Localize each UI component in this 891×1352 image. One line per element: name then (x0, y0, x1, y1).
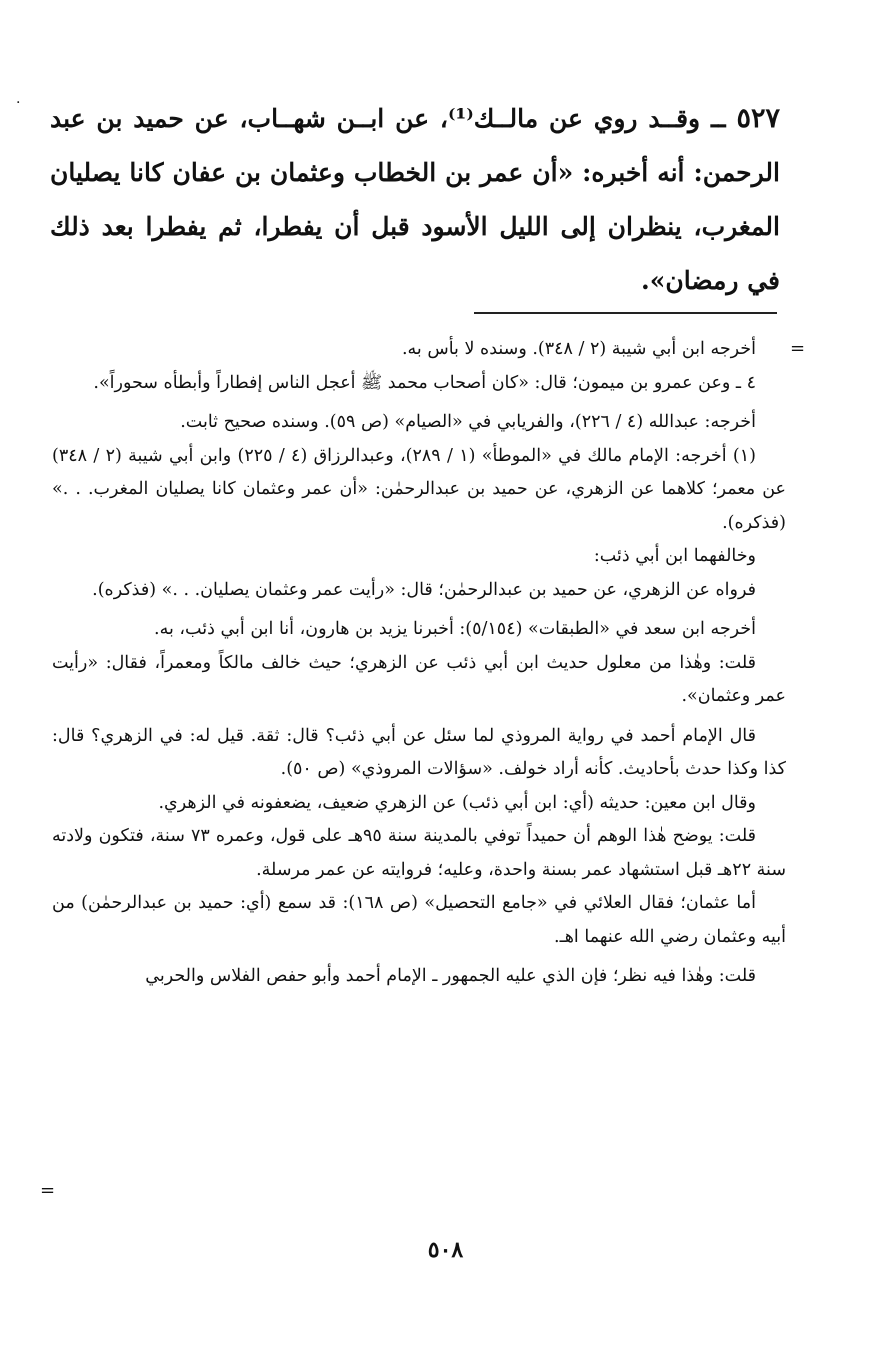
footnote-line: قلت: وهٰذا فيه نظر؛ فإن الذي عليه الجمهور ـ الإمام أحمد وأبو حفص الفلاس والحربي (145, 966, 756, 986)
footnote-line: أخرجه ابن سعد في «الطبقات» (٥/١٥٤): أخبرنا يزيد بن هارون، أنا ابن أبي ذئب، به. (154, 619, 756, 639)
margin-dot: . (16, 91, 21, 107)
footnote-separator (474, 312, 777, 314)
continuation-marker-bottom: = (40, 1180, 56, 1201)
footnote-line: ٤ ـ وعن عمرو بن ميمون؛ قال: «كان أصحاب محمد ﷺ أعجل الناس إفطاراً وأبطأه سحوراً». (93, 372, 756, 393)
footnote-line: أخرجه ابن أبي شيبة (٢ / ٣٤٨). وسنده لا بأس به. (401, 339, 756, 359)
hadith-text: ــ وقــد روي عن مالــك⁽¹⁾، عن ابــن شهــاب، عن حميد بن عبد الرحمن: أنه أخبره: «أن عمر بن الخطاب وعثمان بن عفان كانا يصليان المغرب، ينظران إلى الليل الأسود قبل أن يفطرا، ثم يفطرا بعد ذلك في رمضان». (50, 104, 780, 295)
footnote-line: فرواه عن الزهري، عن حميد بن عبدالرحمٰن؛ قال: «رأيت عمر وعثمان يصليان. . .» (فذكره). (92, 579, 756, 600)
hadith-number: ٥٢٧ (736, 103, 780, 134)
page-number: ٥٠٨ (427, 1237, 464, 1263)
footnote-line: قلت: يوضح هٰذا الوهم أن حميداً توفي بالمدينة سنة ٩٥هـ على قول، وعمره ٧٣ سنة، فتكون ولادته سنة ٢٢هـ قبل استشهاد عمر بسنة واحدة، وعليه؛ فروايته عن عمر مرسلة. (52, 826, 786, 880)
footnote-line: (١) أخرجه: الإمام مالك في «الموطأ» (١ / ٢٨٩)، وعبدالرزاق (٤ / ٢٢٥) وابن أبي شيبة (٢ / ٣٤٨) عن معمر؛ كلاهما عن الزهري، عن حميد بن عبدالرحمٰن: «أن عمر وعثمان كانا يصليان المغرب. . .» (فذكره). (52, 445, 786, 533)
footnote-line: قلت: وهٰذا من معلول حديث ابن أبي ذئب عن الزهري؛ حيث خالف مالكاً ومعمراً، فقال: «رأيت عمر وعثمان». (52, 652, 786, 706)
continuation-marker-top: = (790, 338, 806, 359)
footnote-line: أخرجه: عبدالله (٤ / ٢٢٦)، والفريابي في «الصيام» (ص ٥٩). وسنده صحيح ثابت. (180, 412, 756, 432)
footnote-line: وخالفهما ابن أبي ذئب: (593, 546, 756, 566)
main-text (50, 92, 780, 308)
footnote-line: قال الإمام أحمد في رواية المروذي لما سئل عن أبي ذئب؟ قال: ثقة. قيل له: في الزهري؟ قال: كذا وكذا حدث بأحاديث. كأنه أراد خولف. «سؤالات المروذي» (ص ٥٠). (52, 725, 786, 779)
footnotes (52, 333, 786, 994)
footnote-line: أما عثمان؛ فقال العلائي في «جامع التحصيل» (ص ١٦٨): قد سمع (أي: حميد بن عبدالرحمٰن) من أبيه وعثمان رضي الله عنهما اهـ. (52, 893, 786, 947)
footnote-line: وقال ابن معين: حديثه (أي: ابن أبي ذئب) عن الزهري ضعيف، يضعفونه في الزهري. (158, 792, 756, 813)
